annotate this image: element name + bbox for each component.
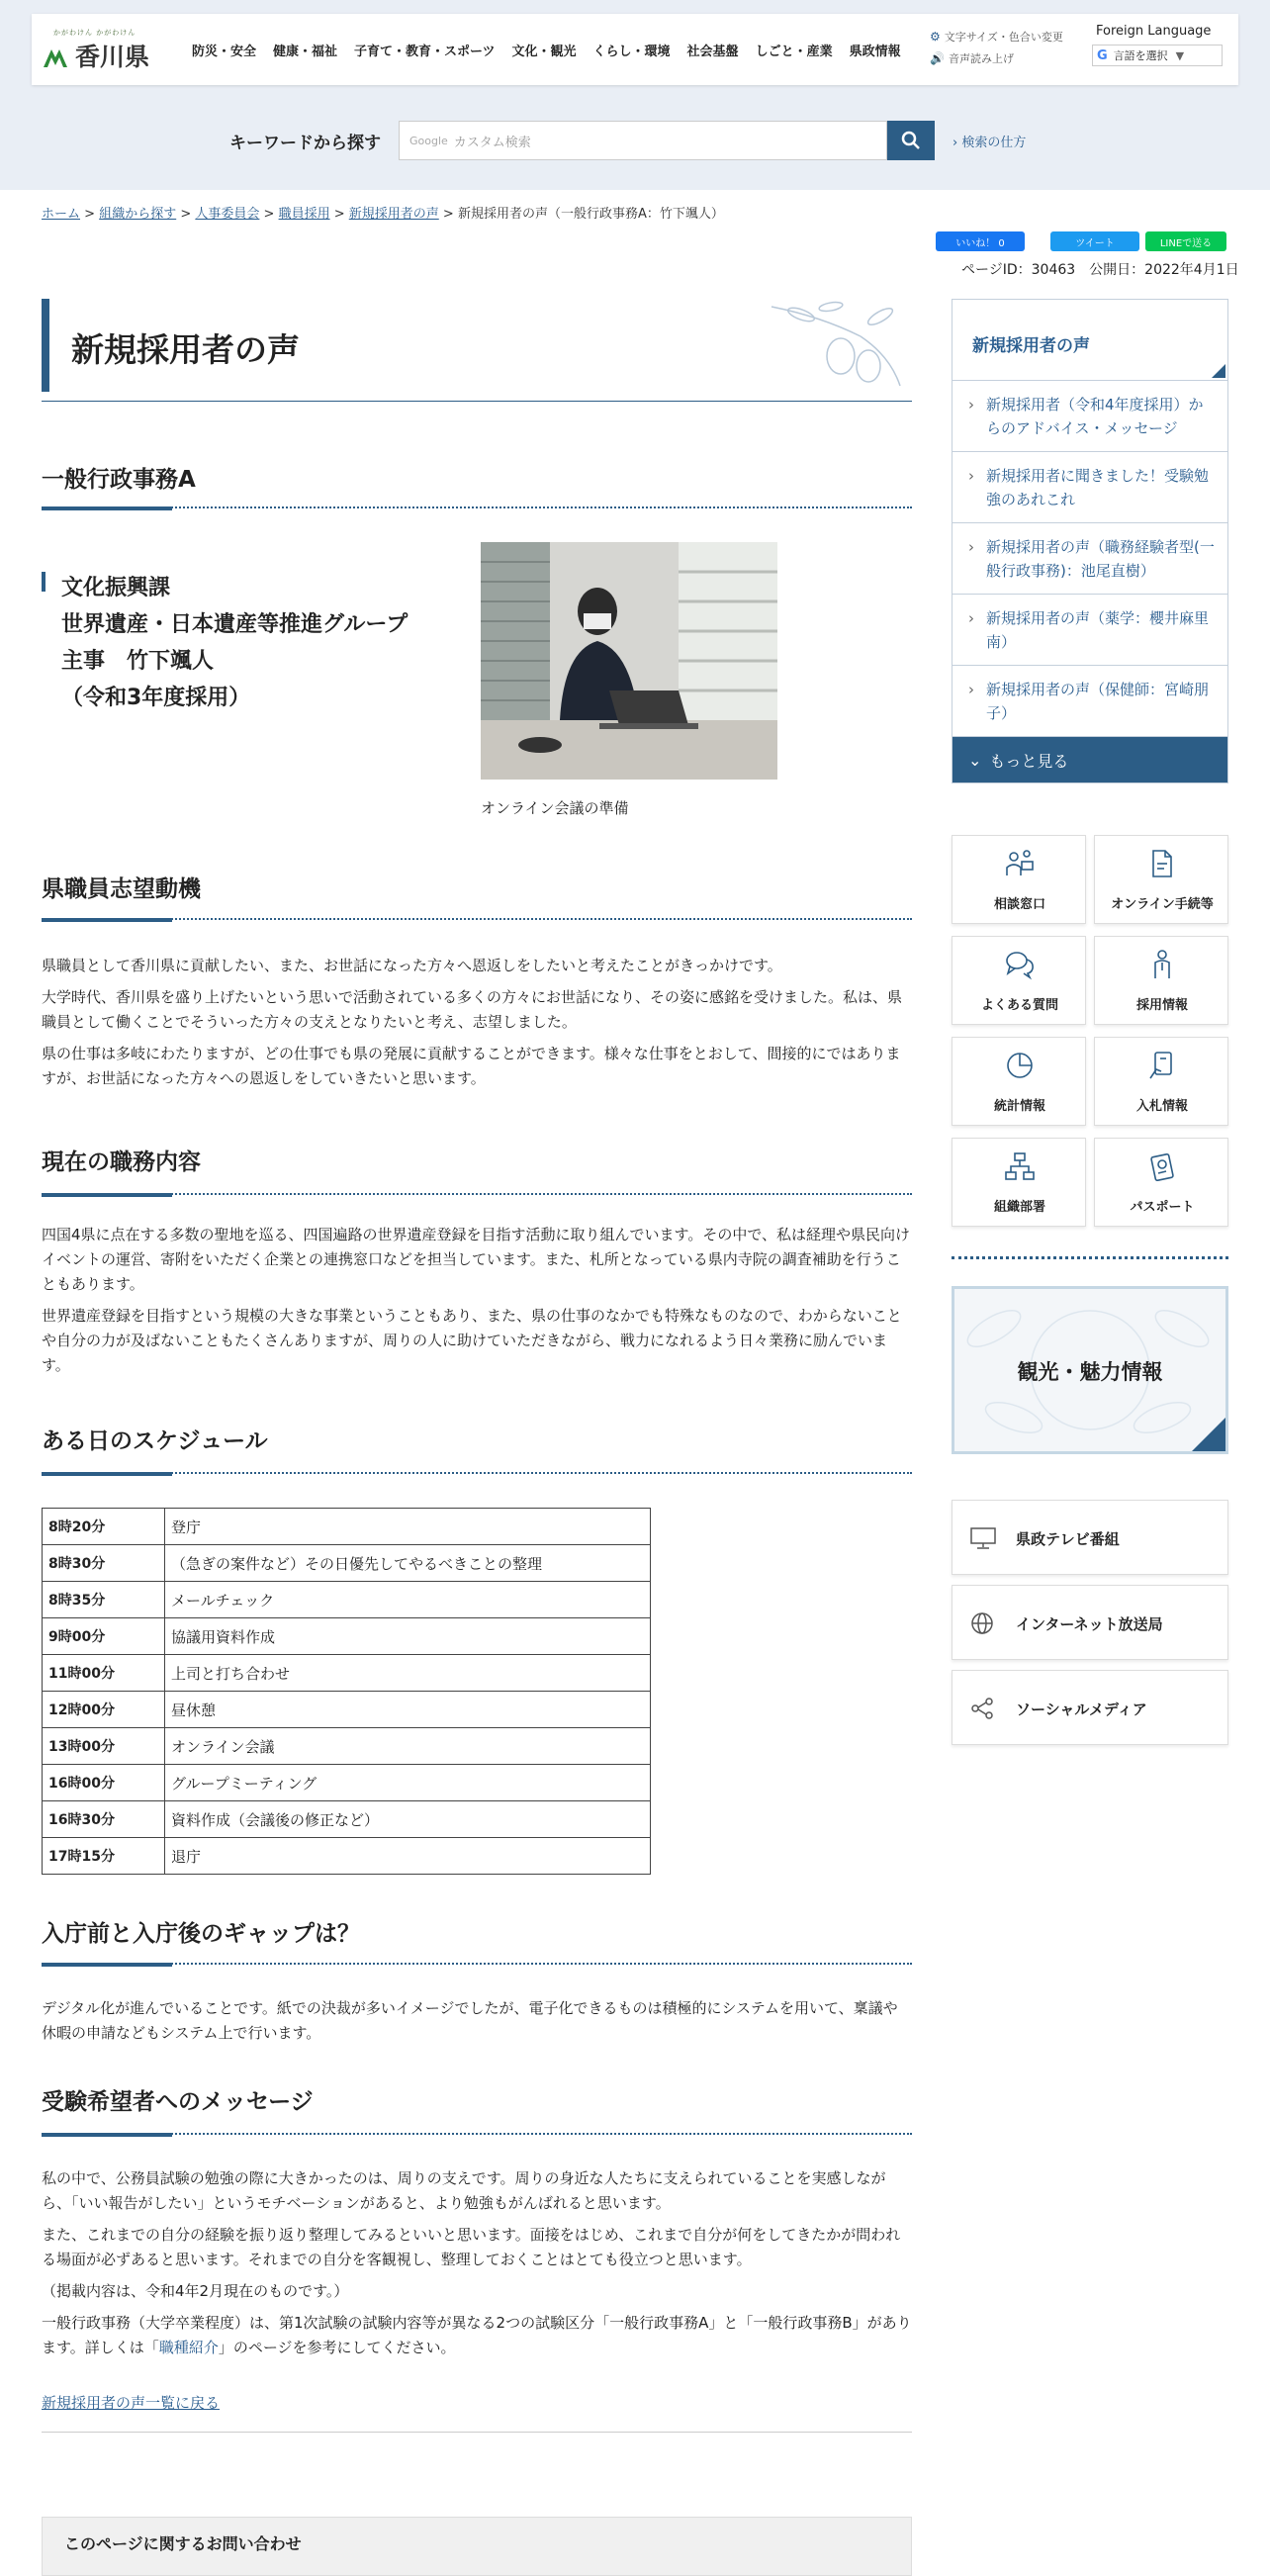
person-dept: 文化振興課 (61, 576, 171, 600)
language-select[interactable] (1092, 45, 1223, 66)
search-placeholder: カスタム検索 (453, 135, 531, 150)
logo-small-text: かがわけん かがわけん (53, 29, 136, 37)
table-row (43, 1545, 651, 1582)
global-nav (192, 14, 918, 85)
chevron-right-icon: › (968, 681, 974, 698)
section-heading-schedule: ある日のスケジュール (42, 1423, 912, 1455)
internet-broadcast-link[interactable]: インターネット放送局 (952, 1585, 1228, 1660)
pie-chart-icon (1004, 1050, 1036, 1081)
line-share-button[interactable]: LINEで送る (1145, 231, 1226, 251)
search-bar (229, 121, 1026, 160)
schedule-time: 17時15分 (43, 1838, 165, 1875)
chevron-right-icon: › (968, 538, 974, 556)
tourism-banner-label: 観光・魅力情報 (1017, 1360, 1163, 1384)
search-input[interactable] (399, 121, 887, 160)
gap-text: デジタル化が進んでいることです。紙での決裁が多いイメージでしたが、電子化できるものは積極的にシステムを用いて、稟議や休暇の申請などもシステム上で行います。 (42, 1999, 898, 2042)
google-label: Google (409, 134, 448, 147)
page-title: 新規採用者の声 (71, 330, 300, 369)
chevron-right-icon: › (968, 396, 974, 414)
message-text: 私の中で、公務員試験の勉強の際に大きかったのは、周りの支えです。周りの身近な人たちに支えられていることを実感しながら、「いい報告がしたい」というモチベーションがあると、より勉強もがんばれると思います。 また、これまでの自分の経験を振り返り整理してみるといいと思います。面接をはじめ、これまで自分が何をしてきたかが問われる場面が必ずあると思います。それまでの自分を客観視し、整理しておくことはとても役立つと思います。 （掲載内容は、令和4年2月現在のものです。） 一般行政事務（大学卒業程度）は、第1次試験の試験内容等が異なる2つの試験区分「一般行政事務A」と「一般行政事務B」があります。詳しくは「職種紹介」のページを参考にしてください。 (42, 2166, 912, 2367)
search-help-label: 検索の仕方 (961, 135, 1027, 150)
schedule-time: 9時00分 (43, 1618, 165, 1655)
quick-bid-button[interactable]: 入札情報 (1094, 1037, 1228, 1126)
kagawa-logo-mark-icon (42, 46, 71, 69)
chevron-right-icon: › (968, 609, 974, 627)
page-title-box (42, 297, 912, 402)
duties-text: 四国4県に点在する多数の聖地を巡る、四国遍路の世界遺産登録を目指す活動に取り組んでいます。その中で、私は経理や県民向けイベントの運営、寄附をいただく企業との連携窓口などを担当しています。また、札所となっている県内寺院の調査補助を行うこともあります。 世界遺産登録を目指すという規模の大きな事業ということもあり、また、県の仕事のなかでも特殊なものなので、わからないことや自分の力が及ばないこともたくさんありますが、周りの人に助けていただきながら、戦力になれるよう日々業務に励んでいます。 (42, 1226, 911, 1374)
language-select-label: 言語を選択 (1113, 49, 1168, 62)
voice-read-label: 音声読み上げ (948, 52, 1014, 65)
search-button[interactable] (887, 121, 935, 160)
section-heading-message: 受験希望者へのメッセージ (42, 2083, 912, 2116)
quick-org-button[interactable]: 組織部署 (952, 1138, 1086, 1227)
search-help-link[interactable]: › 検索の仕方 (952, 135, 1027, 150)
schedule-time: 12時00分 (43, 1692, 165, 1728)
social-media-link[interactable]: ソーシャルメディア (952, 1670, 1228, 1745)
sidebar-item[interactable]: › 新規採用者の声（薬学：櫻井麻里南） (952, 595, 1227, 666)
person-group: 世界遺産・日本遺産等推進グループ (61, 612, 408, 637)
sidebar-item[interactable]: › 新規採用者（令和4年度採用）からのアドバイス・メッセージ (952, 381, 1227, 452)
schedule-task: 協議用資料作成 (165, 1618, 651, 1655)
language-selector (1092, 24, 1223, 66)
table-row (43, 1509, 651, 1545)
breadcrumb-recruit[interactable]: 職員採用 (278, 207, 330, 222)
schedule-task: オンライン会議 (165, 1728, 651, 1765)
gnav-item-disaster[interactable]: 防災・安全 (192, 44, 257, 59)
chevron-down-icon: ▼ (1175, 48, 1185, 62)
breadcrumb: ホーム > 組織から探す > 人事委員会 > 職員採用 > 新規採用者の声 > 新規採用者の声（一般行政事務A：竹下颯人） (42, 207, 724, 222)
schedule-task: 上司と打ち合わせ (165, 1655, 651, 1692)
person-photo (481, 542, 777, 780)
quick-recruit-button[interactable]: 採用情報 (1094, 936, 1228, 1025)
section-heading-gap: 入庁前と入庁後のギャップは？ (42, 1915, 912, 1948)
tourism-banner[interactable] (952, 1286, 1228, 1454)
table-row (43, 1765, 651, 1801)
motive-text: 県職員として香川県に貢献したい、また、お世話になった方々へ恩返しをしたいと考えたことがきっかけです。 大学時代、香川県を盛り上げたいという思いで活動されている多くの方々にお世話になり、その姿に感銘を受けました。私は、県職員として働くことでそういった方々の支えとなりたいと考え、志望しました。 県の仕事は多岐にわたりますが、どの仕事でも県の発展に貢献することができます。様々な仕事をとおして、間接的にではありますが、お世話になった方々への恩返しをしていきたいと思います。 (42, 957, 903, 1087)
gear-icon: ⚙ (930, 30, 941, 44)
logo-text: 香川県 (75, 43, 150, 71)
table-row (43, 1801, 651, 1838)
gnav-item-childcare[interactable]: 子育て・教育・スポーツ (354, 44, 496, 59)
site-header (32, 14, 1238, 85)
schedule-task: メールチェック (165, 1582, 651, 1618)
breadcrumb-org[interactable]: 組織から探す (99, 207, 177, 222)
schedule-time: 8時30分 (43, 1545, 165, 1582)
section-heading-job: 一般行政事務A (42, 461, 912, 494)
quick-passport-button[interactable]: パスポート (1094, 1138, 1228, 1227)
chat-bubbles-icon (1004, 949, 1036, 980)
org-chart-icon (1004, 1150, 1036, 1182)
gnav-item-culture[interactable]: 文化・観光 (511, 44, 577, 59)
photo-caption: オンライン会議の準備 (481, 799, 629, 817)
published-date: 公開日：2022年4月1日 (1089, 262, 1239, 278)
schedule-task: 退庁 (165, 1838, 651, 1875)
breadcrumb-voices[interactable]: 新規採用者の声 (348, 207, 439, 222)
table-row (43, 1838, 651, 1875)
search-icon (901, 131, 921, 150)
monitor-icon (970, 1526, 996, 1550)
search-label: キーワードから探す (229, 133, 381, 153)
person-year: （令和3年度採用） (61, 686, 251, 710)
facebook-like-button[interactable]: いいね！ 0 (936, 231, 1025, 251)
people-icon (1004, 848, 1036, 879)
page-id: ページID：30463 (961, 262, 1076, 278)
quick-faq-button[interactable]: よくある質問 (952, 936, 1086, 1025)
sidebar-nav (952, 299, 1228, 783)
gnav-item-government[interactable]: 県政情報 (849, 44, 901, 59)
page-meta (961, 259, 1239, 279)
sidebar-heading[interactable]: 新規採用者の声 (952, 300, 1227, 381)
chevron-right-icon: › (968, 467, 974, 485)
table-row (43, 1655, 651, 1692)
schedule-time: 13時00分 (43, 1728, 165, 1765)
section-heading-motive: 県職員志望動機 (42, 871, 912, 903)
tv-program-link[interactable]: 県政テレビ番組 (952, 1500, 1228, 1575)
exam-note: 一般行政事務（大学卒業程度）は、第1次試験の試験内容等が異なる2つの試験区分「一般行政事務A」と「一般行政事務B」があります。詳しくは「職種紹介」のページを参考にしてください。 (42, 2314, 912, 2356)
breadcrumb-home[interactable]: ホーム (42, 207, 81, 222)
back-to-list-link[interactable]: 新規採用者の声一覧に戻る (42, 2394, 221, 2412)
table-row (43, 1728, 651, 1765)
quick-consult-button[interactable]: 相談窓口 (952, 835, 1086, 924)
schedule-task: （急ぎの案件など）その日優先してやるべきことの整理 (165, 1545, 651, 1582)
olive-decoration-icon (762, 297, 910, 396)
schedule-task: 資料作成（会議後の修正など） (165, 1801, 651, 1838)
schedule-time: 16時00分 (43, 1765, 165, 1801)
google-icon: G (1097, 47, 1108, 63)
schedule-time: 11時00分 (43, 1655, 165, 1692)
contact-title: このページに関するお問い合わせ (64, 2534, 302, 2553)
share-icon (970, 1697, 994, 1720)
passport-icon (1146, 1150, 1178, 1182)
quick-online-button[interactable]: オンライン手続等 (1094, 835, 1228, 924)
sidebar-item[interactable]: › 新規採用者の声（職務経験者型(一般行政事務)：池尾直樹） (952, 523, 1227, 595)
gnav-item-infrastructure[interactable]: 社会基盤 (686, 44, 739, 59)
breadcrumb-personnel[interactable]: 人事委員会 (195, 207, 260, 222)
site-logo[interactable] (42, 24, 185, 75)
table-row (43, 1618, 651, 1655)
person-icon (1146, 949, 1178, 980)
globe-icon (970, 1611, 994, 1635)
table-row (43, 1692, 651, 1728)
lang-title: Foreign Language (1096, 24, 1212, 39)
schedule-task: グループミーティング (165, 1765, 651, 1801)
gnav-item-health[interactable]: 健康・福祉 (273, 44, 338, 59)
sidebar-item[interactable]: › 新規採用者の声（保健師：宮崎朋子） (952, 666, 1227, 737)
schedule-task: 昼休憩 (165, 1692, 651, 1728)
gnav-item-work[interactable]: しごと・産業 (755, 44, 833, 59)
quick-stats-button[interactable]: 統計情報 (952, 1037, 1086, 1126)
tablet-hand-icon (1146, 1050, 1178, 1081)
schedule-time: 16時30分 (43, 1801, 165, 1838)
sidebar-item[interactable]: › 新規採用者に聞きました！受験勉強のあれこれ (952, 452, 1227, 523)
document-icon (1146, 848, 1178, 879)
schedule-time: 8時35分 (43, 1582, 165, 1618)
speaker-icon: 🔊 (930, 51, 945, 65)
breadcrumb-current: 新規採用者の声（一般行政事務A：竹下颯人） (457, 207, 724, 222)
tweet-button[interactable]: ツイート (1050, 231, 1139, 251)
schedule-table (42, 1508, 651, 1875)
job-intro-link[interactable]: 職種紹介 (158, 2339, 219, 2356)
table-row (43, 1582, 651, 1618)
contact-box (42, 2517, 912, 2576)
schedule-task: 登庁 (165, 1509, 651, 1545)
gnav-item-living[interactable]: くらし・環境 (592, 44, 671, 59)
section-heading-duties: 現在の職務内容 (42, 1144, 912, 1176)
person-name: 主事 竹下颯人 (61, 649, 215, 674)
text-size-label: 文字サイズ・色合い変更 (944, 31, 1063, 44)
schedule-time: 8時20分 (43, 1509, 165, 1545)
show-more-button[interactable]: ⌄ もっと見る (952, 737, 1227, 782)
chevron-down-icon: ⌄ (968, 750, 982, 770)
